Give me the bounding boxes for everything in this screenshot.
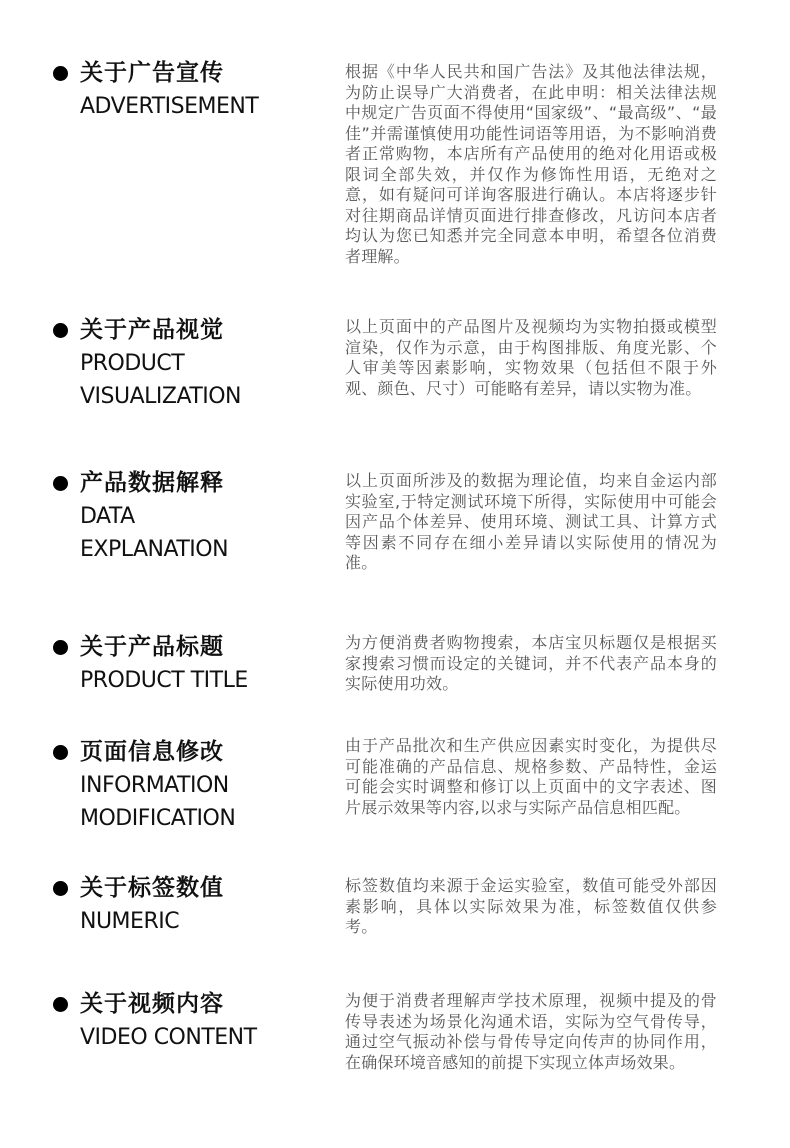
section-title-cn: 关于标签数值 xyxy=(80,875,224,901)
section-title-cn: 关于视频内容 xyxy=(80,991,224,1017)
section-heading xyxy=(80,988,320,1054)
section-heading xyxy=(80,736,320,835)
section-heading xyxy=(80,631,320,697)
bullet-icon xyxy=(53,640,68,655)
section-title-en: NUMERIC xyxy=(80,909,180,934)
section-heading xyxy=(80,872,320,938)
bullet-icon xyxy=(53,323,68,338)
bullet-icon xyxy=(53,997,68,1012)
section-title-cn: 关于产品视觉 xyxy=(80,317,224,343)
section-body: 根据《中华人民共和国广告法》及其他法律法规，为防止误导广大消费者，在此申明：相关法律法规中规定广告页面不得使用“国家级”、“最高级”、“最佳”并需谨慎使用功能性词语等用语，为不影响消费者正常购物，本店所有产品使用的绝对化用语或极限词全部失效，并仅作为修饰性用语，无绝对之意，如有疑问可详询客服进行确认。本店将逐步针对往期商品详情页面进行排查修改，凡访问本店者均认为您已知悉并完全同意本申明，希望各位消费者理解。 xyxy=(345,62,717,266)
bullet-icon xyxy=(53,745,68,760)
section-title-en: PRODUCT VISUALIZATION xyxy=(80,351,242,409)
section-title-en: PRODUCT TITLE xyxy=(80,668,248,693)
section-heading xyxy=(80,314,320,413)
section-body: 以上页面所涉及的数据为理论值，均来自金运内部实验室,于特定测试环境下所得，实际使用中可能会因产品个体差异、使用环境、测试工具、计算方式等因素不同存在细小差异请以实际使用的情况为准。 xyxy=(345,471,717,572)
bullet-icon xyxy=(53,66,68,81)
section-title-cn: 关于广告宣传 xyxy=(80,60,224,86)
section-body: 由于产品批次和生产供应因素实时变化，为提供尽可能准确的产品信息、规格参数、产品特性，金运可能会实时调整和修订以上页面中的文字表述、图片展示效果等内容,以求与实际产品信息相匹配。 xyxy=(345,736,717,817)
section-body: 为方便消费者购物搜索，本店宝贝标题仅是根据买家搜索习惯而设定的关键词，并不代表产品本身的实际使用功效。 xyxy=(345,633,717,693)
section-body: 为便于消费者理解声学技术原理，视频中提及的骨传导表述为场景化沟通术语，实际为空气骨传导，通过空气振动补偿与骨传导定向传声的协同作用，在确保环境音感知的前提下实现立体声场效果。 xyxy=(345,991,717,1072)
section-title-en: INFORMATION MODIFICATION xyxy=(80,773,236,831)
section-title-en: DATA EXPLANATION xyxy=(80,504,229,562)
bullet-icon xyxy=(53,476,68,491)
section-body: 标签数值均来源于金运实验室，数值可能受外部因素影响，具体以实际效果为准，标签数值仅供参考。 xyxy=(345,876,717,936)
section-title-en: VIDEO CONTENT xyxy=(80,1025,257,1050)
bullet-icon xyxy=(53,881,68,896)
section-body: 以上页面中的产品图片及视频均为实物拍摄或模型渲染，仅作为示意，由于构图排版、角度光影、个人审美等因素影响，实物效果（包括但不限于外观、颜色、尺寸）可能略有差异，请以实物为准。 xyxy=(345,317,717,398)
section-title-en: ADVERTISEMENT xyxy=(80,94,259,119)
section-title-cn: 产品数据解释 xyxy=(80,470,224,496)
section-heading xyxy=(80,467,320,566)
section-title-cn: 页面信息修改 xyxy=(80,739,224,765)
section-title-cn: 关于产品标题 xyxy=(80,634,224,660)
section-heading xyxy=(80,57,320,123)
